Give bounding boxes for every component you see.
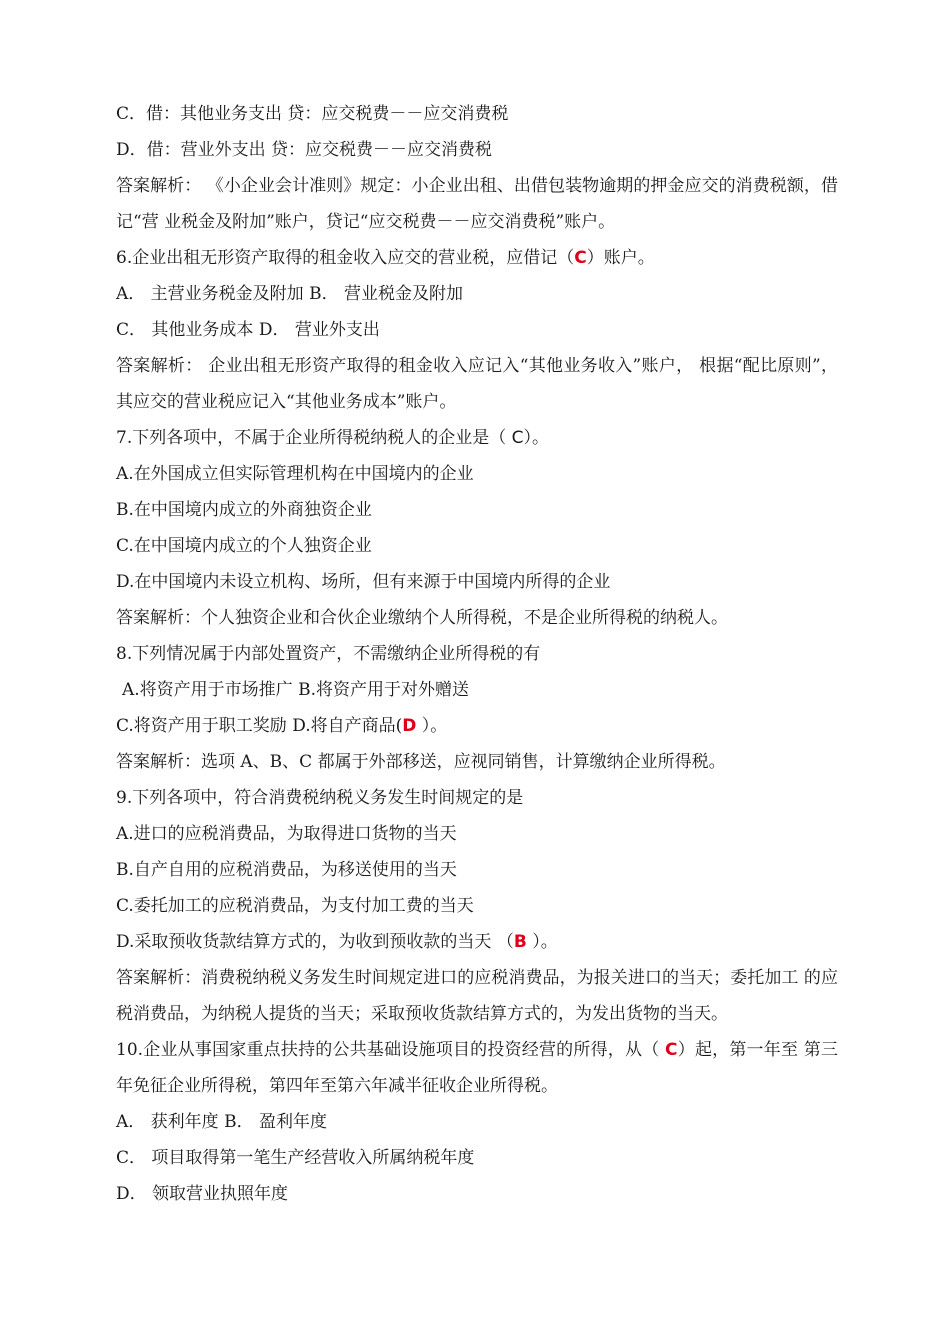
answer-mark: D [402,716,417,736]
answer-explanation: 答案解析：选项 A、B、C 都属于外部移送，应视同销售，计算缴纳企业所得税。 [116,752,726,772]
option-line: D.在中国境内未设立机构、场所，但有来源于中国境内所得的企业 [116,572,611,592]
answer-explanation: 答案解析：消费税纳税义务发生时间规定进口的应税消费品，为报关进口的当天；委托加工 的应税消费品，为纳税人提货的当天；采取预收货款结算方式的，为发出货物的当天。 [116,968,838,1024]
option-text: D.采取预收货款结算方式的，为收到预收款的当天 （ [116,932,514,952]
answer-mark: C [511,428,524,448]
option-text: ）。 [416,716,448,736]
option-line-with-answer [116,924,838,960]
question-text: 6.企业出租无形资产取得的租金收入应交的营业税，应借记（ [116,248,575,268]
answer-explanation: 答案解析： 企业出租无形资产取得的租金收入应记入“其他业务收入”账户， 根据“配比原则”， 其应交的营业税应记入“其他业务成本”账户。 [116,356,838,412]
option-line: A.在外国成立但实际管理机构在中国境内的企业 [116,464,474,484]
option-line: A． 获利年度 B． 盈利年度 [116,1112,327,1132]
answer-mark: C [665,1040,678,1060]
option-line: C.在中国境内成立的个人独资企业 [116,536,372,556]
question-text: 7.下列各项中，不属于企业所得税纳税人的企业是（ [116,428,512,448]
option-line: A.进口的应税消费品，为取得进口货物的当天 [116,824,457,844]
option-line: C．借：其他业务支出 贷：应交税费－－应交消费税 [116,104,509,124]
question-text: ）。 [523,428,549,448]
option-line: B.在中国境内成立的外商独资企业 [116,500,372,520]
question-9: 9.下列各项中，符合消费税纳税义务发生时间规定的是 [116,788,524,808]
option-text: C.将资产用于职工奖励 D.将自产商品( [116,716,403,736]
answer-mark: C [574,248,587,268]
question-8: 8.下列情况属于内部处置资产，不需缴纳企业所得税的有 [116,644,541,664]
option-line: B.自产自用的应税消费品，为移送使用的当天 [116,860,457,880]
question-text: 10.企业从事国家重点扶持的公共基础设施项目的投资经营的所得，从（ [116,1040,666,1060]
question-10 [116,1032,838,1104]
question-6 [116,240,838,276]
option-line: A.将资产用于市场推广 B.将资产用于对外赠送 [122,680,469,700]
answer-mark: B [513,932,527,952]
option-line: D．借：营业外支出 贷：应交税费－－应交消费税 [116,140,493,160]
option-line: A． 主营业务税金及附加 B． 营业税金及附加 [116,284,463,304]
document-page [116,96,838,1212]
question-text: ）账户。 [586,248,655,268]
option-line: C.委托加工的应税消费品，为支付加工费的当天 [116,896,474,916]
option-line: C． 其他业务成本 D． 营业外支出 [116,320,380,340]
answer-explanation: 答案解析：个人独资企业和合伙企业缴纳个人所得税，不是企业所得税的纳税人。 [116,608,728,628]
option-line-with-answer [116,708,838,744]
option-line: D． 领取营业执照年度 [116,1184,289,1204]
option-text: ）。 [526,932,558,952]
option-line: C． 项目取得第一笔生产经营收入所属纳税年度 [116,1148,475,1168]
question-7 [116,420,838,456]
answer-explanation: 答案解析： 《小企业会计准则》规定：小企业出租、出借包装物逾期的押金应交的消费税额，借记“营 业税金及附加”账户，贷记“应交税费－－应交消费税”账户。 [116,176,838,232]
question-text: ）起，第一年至 第三年免征企业所得税，第四年至第六年减半征收企业所得税。 [116,1040,838,1096]
